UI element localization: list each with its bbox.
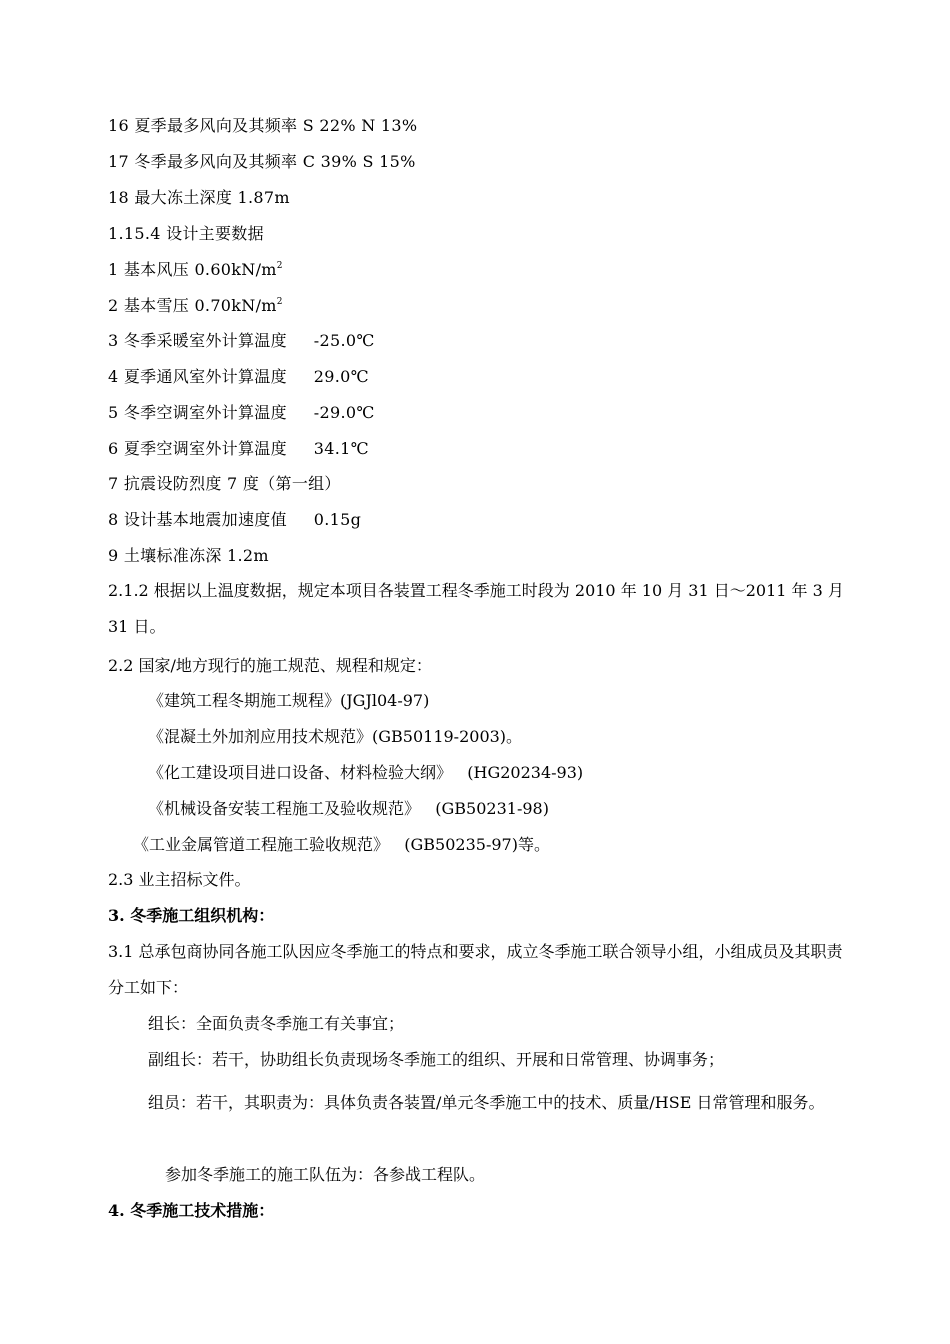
reference-item: 《建筑工程冬期施工规程》(JGJl04-97) bbox=[148, 691, 430, 710]
design-snow-pressure bbox=[108, 295, 853, 317]
reference-item: 《工业金属管道工程施工验收规范》 (GB50235-97)等。 bbox=[133, 835, 550, 854]
section-2-2-heading: 2.2 国家/地方现行的施工规范、规程和规定： bbox=[108, 656, 432, 675]
design-item: 5 冬季空调室外计算温度 -29.0℃ bbox=[108, 403, 375, 422]
climate-line-16: 16 夏季最多风向及其频率 S 22% N 13% bbox=[108, 116, 418, 135]
design-item: 4 夏季通风室外计算温度 29.0℃ bbox=[108, 367, 369, 386]
snow-pressure-text: 2 基本雪压 0.70kN/m bbox=[108, 296, 277, 315]
design-wind-pressure bbox=[108, 259, 853, 281]
role-deputy: 副组长：若干，协助组长负责现场冬季施工的组织、开展和日常管理、协调事务； bbox=[148, 1050, 725, 1069]
design-item: 9 土壤标准冻深 1.2m bbox=[108, 546, 269, 565]
design-item: 7 抗震设防烈度 7 度（第一组） bbox=[108, 474, 341, 493]
reference-item: 《混凝土外加剂应用技术规范》(GB50119-2003)。 bbox=[148, 727, 523, 746]
paragraph-2-1-2: 2.1.2 根据以上温度数据，规定本项目各装置工程冬季施工时段为 2010 年 10 月 31 日～2011 年 3 月 31 日。 bbox=[108, 581, 844, 636]
section-2-3: 2.3 业主招标文件。 bbox=[108, 870, 251, 889]
design-item: 6 夏季空调室外计算温度 34.1℃ bbox=[108, 439, 369, 458]
paragraph-3-1: 3.1 总承包商协同各施工队因应冬季施工的特点和要求，成立冬季施工联合领导小组，小组成员及其职责分工如下： bbox=[108, 942, 843, 997]
role-leader: 组长：全面负责冬季施工有关事宜； bbox=[148, 1014, 405, 1033]
wind-pressure-superscript: 2 bbox=[276, 261, 283, 271]
reference-item: 《化工建设项目进口设备、材料检验大纲》 (HG20234-93) bbox=[148, 763, 584, 782]
section-4-heading: 4. 冬季施工技术措施： bbox=[108, 1201, 275, 1220]
snow-pressure-superscript: 2 bbox=[276, 297, 283, 307]
design-data-heading: 1.15.4 设计主要数据 bbox=[108, 224, 264, 243]
design-item: 8 设计基本地震加速度值 0.15g bbox=[108, 510, 362, 529]
reference-item: 《机械设备安装工程施工及验收规范》 (GB50231-98) bbox=[148, 799, 549, 818]
section-3-heading: 3. 冬季施工组织机构： bbox=[108, 906, 275, 925]
climate-line-18: 18 最大冻土深度 1.87m bbox=[108, 188, 290, 207]
role-member: 组员：若干，其职责为：具体负责各装置/单元冬季施工中的技术、质量/HSE 日常管理和服务。 bbox=[148, 1093, 825, 1112]
climate-line-17: 17 冬季最多风向及其频率 C 39% S 15% bbox=[108, 152, 416, 171]
participating-teams: 参加冬季施工的施工队伍为：各参战工程队。 bbox=[165, 1165, 486, 1184]
wind-pressure-text: 1 基本风压 0.60kN/m bbox=[108, 260, 277, 279]
design-item: 3 冬季采暖室外计算温度 -25.0℃ bbox=[108, 331, 375, 350]
